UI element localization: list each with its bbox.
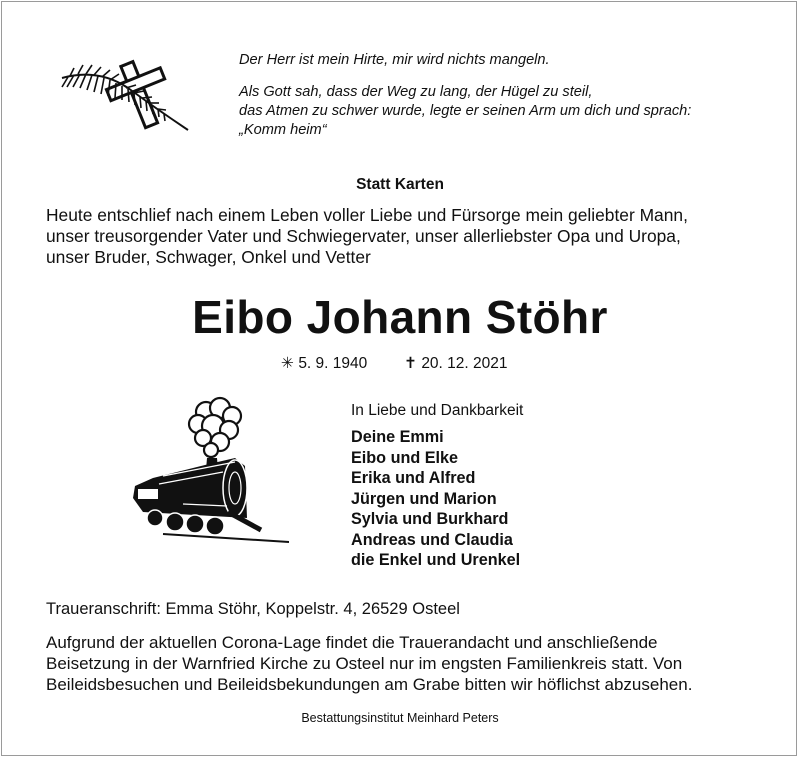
bible-quote (239, 51, 779, 140)
quote-line: Der Herr ist mein Hirte, mir wird nichts mangeln. (239, 52, 550, 68)
mourners-lead: In Liebe und Dankbarkeit (351, 402, 524, 419)
quote-line: Als Gott sah, dass der Weg zu lang, der Hügel zu steil, (239, 84, 593, 100)
notice-line: Beisetzung in der Warnfried Kirche zu Osteel nur im engsten Familienkreis statt. Von (46, 654, 683, 673)
notice-line: Beileidsbesuchen und Beileidsbekundungen am Grabe bitten wir höflichst abzusehen. (46, 675, 693, 694)
mourner-name: Eibo und Elke (351, 448, 459, 467)
quote-line: „Komm heim“ (239, 122, 327, 138)
mourner-name: Sylvia und Burkhard (351, 510, 509, 528)
mourners-block (351, 401, 523, 571)
mourning-address: Traueranschrift: Emma Stöhr, Koppelstr. 4, 26529 Osteel (46, 600, 460, 618)
death-date: ✝ 20. 12. 2021 (404, 355, 508, 372)
deceased-name: Eibo Johann Stöhr (192, 291, 608, 343)
notice-line: Aufgrund der aktuellen Corona-Lage findet die Trauerandacht und anschließende (46, 633, 658, 652)
steam-locomotive-icon (123, 394, 289, 548)
mourner-name: Jürgen und Marion (351, 489, 497, 508)
mourner-name: Andreas und Claudia (351, 530, 513, 549)
intro-text (46, 205, 766, 268)
funeral-home: Bestattungsinstitut Meinhard Peters (301, 711, 499, 725)
corona-notice (46, 632, 766, 695)
mourner-name: Erika und Alfred (351, 469, 476, 487)
heading-statt-karten: Statt Karten (356, 176, 444, 193)
quote-line: das Atmen zu schwer wurde, legte er seinen Arm um dich und sprach: (239, 103, 692, 119)
birth-date: ✳ 5. 9. 1940 (281, 355, 368, 372)
intro-line: unser treusorgender Vater und Schwiegervater, unser allerliebster Opa und Uropa, (46, 226, 681, 246)
intro-line: unser Bruder, Schwager, Onkel und Vetter (46, 247, 371, 267)
mourner-name: Deine Emmi (351, 428, 444, 446)
cross-with-palm-icon (58, 58, 193, 138)
intro-line: Heute entschlief nach einem Leben voller Liebe und Fürsorge mein geliebter Mann, (46, 205, 688, 225)
death-cross-icon: ✝ (404, 355, 417, 372)
birth-star-icon: ✳ (281, 355, 294, 372)
mourner-name: die Enkel und Urenkel (351, 551, 521, 569)
